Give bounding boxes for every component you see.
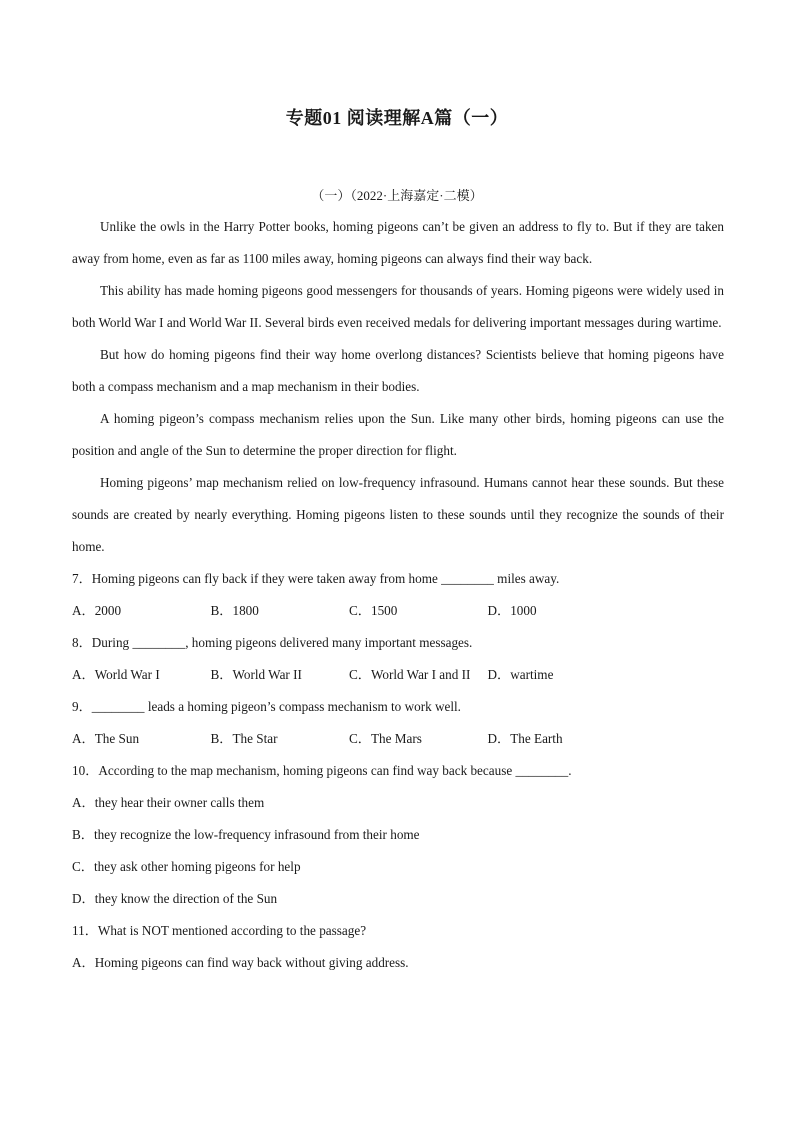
passage-paragraph-5: Homing pigeons’ map mechanism relied on low-frequency infrasound. Humans cannot hear these sounds. But these sounds are created by nearly everything. Homing pigeons listen to these sounds until they recognize the sounds of their home. <box>72 475 724 554</box>
question-options <box>72 723 724 755</box>
question-stem: 11．What is NOT mentioned according to the passage? <box>72 923 367 938</box>
option-d: D．The Earth <box>487 731 563 746</box>
option-c: C．World War I and II <box>349 667 471 682</box>
option-b: B．The Star <box>210 731 278 746</box>
option-a: A．they hear their owner calls them <box>72 795 265 810</box>
option-c: C．1500 <box>349 603 398 618</box>
passage-paragraph-4: A homing pigeon’s compass mechanism relies upon the Sun. Like many other birds, homing pigeons can use the position and angle of the Sun to determine the proper direction for flight. <box>72 411 724 458</box>
page-title: 专题01 阅读理解A篇（一） <box>285 108 509 128</box>
option-d: D．wartime <box>487 667 554 682</box>
question-10 <box>72 755 724 915</box>
passage-paragraph-3: But how do homing pigeons find their way home overlong distances? Scientists believe that homing pigeons have both a compass mechanism and a map mechanism in their bodies. <box>72 347 724 394</box>
option-a: A．Homing pigeons can find way back without giving address. <box>72 955 409 970</box>
option-a: A．The Sun <box>72 731 140 746</box>
passage-source: （一）（2022·上海嘉定·二模） <box>311 188 483 203</box>
passage-paragraph-1: Unlike the owls in the Harry Potter books, homing pigeons can’t be given an address to fly to. But if they are taken away from home, even as far as 1100 miles away, homing pigeons can always find their way back. <box>72 219 724 266</box>
question-8 <box>72 627 724 691</box>
option-a: A．2000 <box>72 603 122 618</box>
passage-paragraph-2: This ability has made homing pigeons good messengers for thousands of years. Homing pigeons were widely used in both World War I and World War II. Several birds even received medals for delivering important messages during wartime. <box>72 283 724 330</box>
question-options <box>72 595 724 627</box>
question-stem: 10．According to the map mechanism, homing pigeons can find way back because ________. <box>72 763 572 778</box>
question-options <box>72 659 724 691</box>
option-a: A．World War I <box>72 667 160 682</box>
question-9 <box>72 691 724 755</box>
question-stem: 8．During ________, homing pigeons delivered many important messages. <box>72 635 473 650</box>
option-d: D．they know the direction of the Sun <box>72 891 278 906</box>
option-b: B．World War II <box>210 667 302 682</box>
question-stem: 7．Homing pigeons can fly back if they were taken away from home ________ miles away. <box>72 571 560 586</box>
question-7 <box>72 563 724 627</box>
document-body <box>72 211 724 979</box>
option-c: C．The Mars <box>349 731 422 746</box>
option-b: B．they recognize the low-frequency infrasound from their home <box>72 827 420 842</box>
question-11 <box>72 915 724 979</box>
option-d: D．1000 <box>487 603 537 618</box>
option-c: C．they ask other homing pigeons for help <box>72 859 301 874</box>
question-stem: 9．________ leads a homing pigeon’s compass mechanism to work well. <box>72 699 461 714</box>
option-b: B．1800 <box>210 603 259 618</box>
